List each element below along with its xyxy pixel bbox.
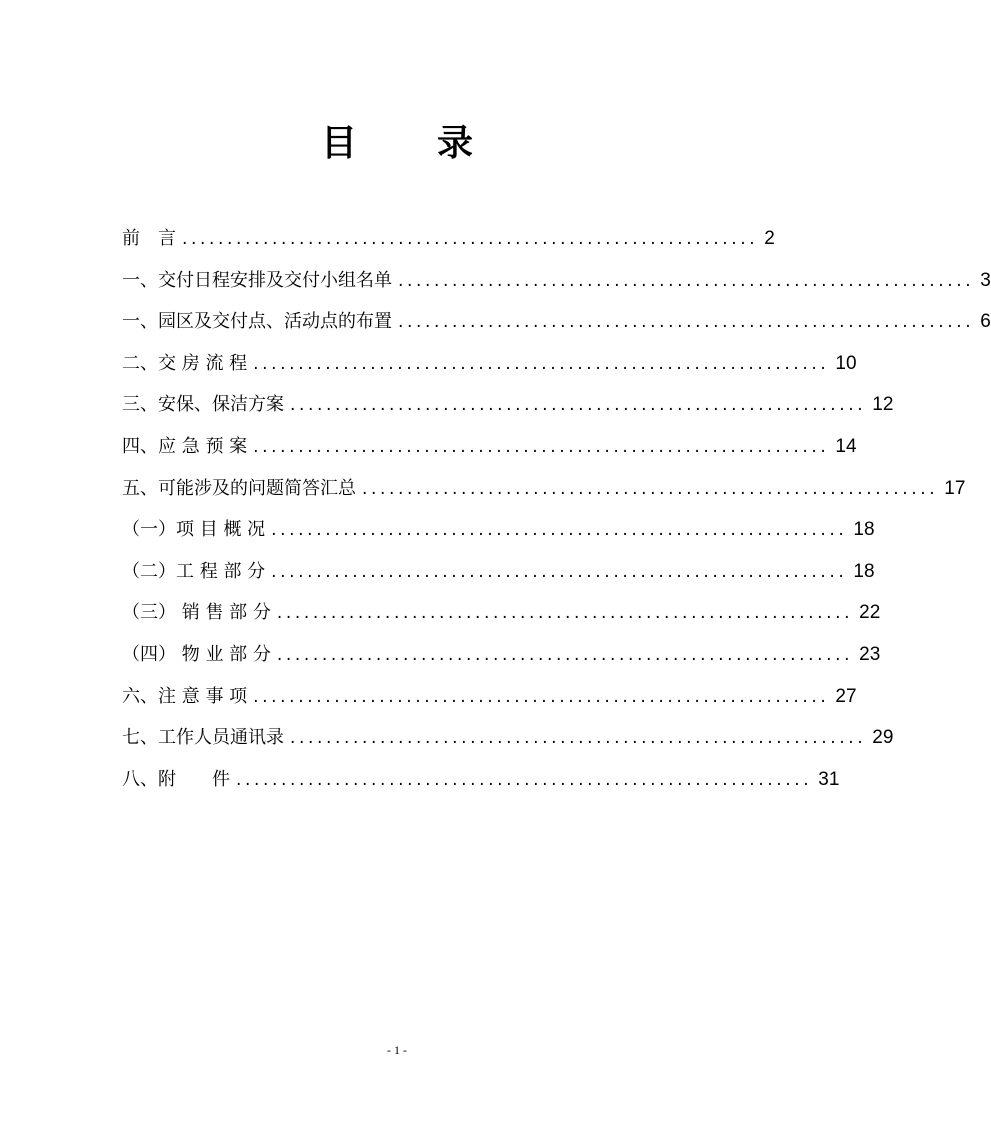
toc-entry-staff-directory[interactable] [122,717,894,759]
toc-entry-label: （三） 销 售 部 分 [122,602,271,624]
page-title: 目录 [320,123,553,164]
toc-leader-dots: ................................................................ [253,686,830,707]
toc-entry-page: 17 [944,477,966,499]
toc-entry-page: 3 [980,269,991,291]
toc-entry-sales[interactable] [122,592,881,634]
table-of-contents [122,218,991,800]
toc-entry-security-cleaning[interactable] [122,384,894,426]
toc-entry-page: 22 [859,602,881,624]
toc-entry-label: 三、安保、保洁方案 [122,394,284,416]
toc-entry-appendix[interactable] [122,759,840,801]
toc-entry-page: 18 [853,519,875,541]
toc-leader-dots: ................................................................ [253,353,830,374]
toc-leader-dots: ................................................................ [271,561,848,582]
toc-entry-page: 6 [980,311,991,333]
toc-leader-dots: ................................................................ [398,270,975,291]
toc-entry-page: 18 [853,560,875,582]
toc-leader-dots: ................................................................ [290,395,867,416]
toc-leader-dots: ................................................................ [290,728,867,749]
toc-entry-page: 2 [764,228,775,249]
toc-entry-engineering[interactable] [122,551,875,593]
toc-leader-dots: ................................................................ [182,229,759,249]
toc-entry-project-overview[interactable] [122,509,875,551]
toc-entry-page: 29 [872,727,894,749]
toc-entry-label: 七、工作人员通讯录 [122,727,284,749]
toc-entry-label: 一、交付日程安排及交付小组名单 [122,269,392,291]
toc-leader-dots: ................................................................ [276,603,854,624]
toc-entry-label: （二）工 程 部 分 [122,560,266,582]
toc-entry-page: 27 [835,685,857,707]
toc-entry-page: 23 [859,643,881,665]
toc-entry-label: 五、可能涉及的问题简答汇总 [122,477,356,499]
toc-entry-label: 六、注 意 事 项 [122,685,248,707]
toc-leader-dots: ................................................................ [236,769,813,790]
toc-entry-faq-summary[interactable] [122,468,966,510]
toc-entry-page: 12 [872,394,894,416]
toc-entry-schedule[interactable] [122,260,991,302]
toc-leader-dots: ................................................................ [398,312,975,333]
toc-leader-dots: ................................................................ [362,478,939,499]
toc-entry-label: 八、附 件 [122,768,230,790]
toc-entry-label: （一）项 目 概 况 [122,519,266,541]
toc-leader-dots: ................................................................ [271,520,848,541]
toc-entry-notes[interactable] [122,676,857,718]
toc-entry-page: 31 [818,768,840,790]
toc-entry-handover-process[interactable] [122,343,857,385]
toc-entry-preface[interactable] [122,218,775,260]
footer-page-number: - 1 - [387,1043,407,1057]
toc-entry-label: 一、园区及交付点、活动点的布置 [122,311,392,333]
toc-entry-label: 四、应 急 预 案 [122,435,248,457]
toc-leader-dots: ................................................................ [276,644,854,665]
toc-leader-dots: ................................................................ [253,436,830,457]
toc-entry-layout[interactable] [122,301,991,343]
toc-entry-label: 前 言 [122,228,176,249]
toc-entry-label: （四） 物 业 部 分 [122,643,271,665]
toc-entry-label: 二、交 房 流 程 [122,352,248,374]
toc-entry-property-management[interactable] [122,634,881,676]
toc-entry-emergency-plan[interactable] [122,426,857,468]
toc-entry-page: 14 [835,435,857,457]
toc-entry-page: 10 [835,352,857,374]
